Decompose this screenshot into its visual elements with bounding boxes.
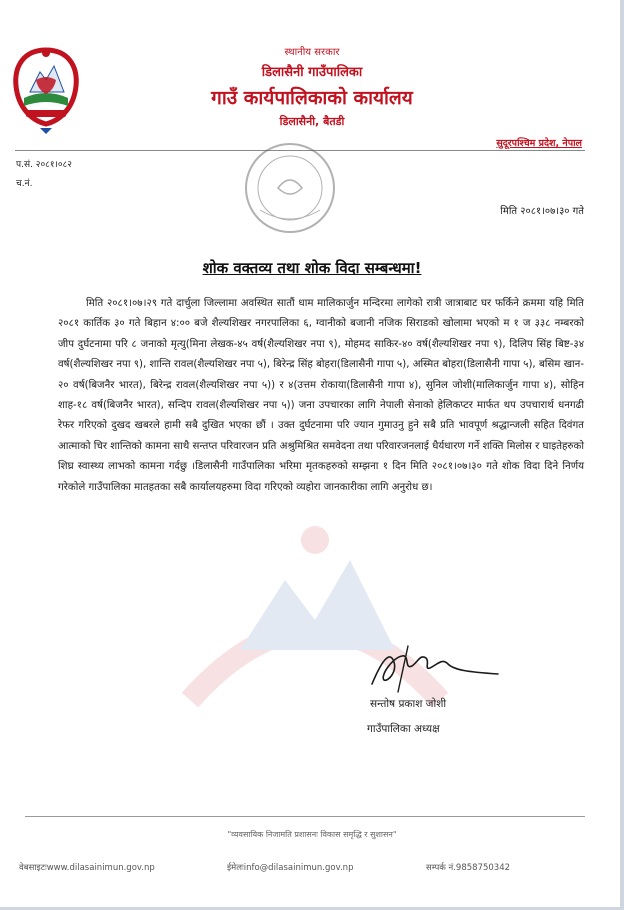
body-paragraph: मिति २०८१।०७।२९ गते दार्चुला जिल्लामा अवस्थित सातौं धाम मालिकार्जुन मन्दिरमा लागेको रात्री जात्राबाट घर फर्किने क्रममा यहि मिति २०८१ कार्तिक ३० गते बिहान ४:०० बजे शैल्यशिखर नगरपालिका ६, ग्वानीको बजानी नजिक सिराडको खोलामा भएको म १ ज ३३८ नम्बरको जीप दुर्घटनामा परि ८ जनाको मृत्यु(मिना लेखक-४५ वर्ष(शैल्यशिखर नपा ९), मोहमद साकिर-४० वर्ष(शैल्यशिखर नपा ९), दिलिप सिंह बिष्ट-३४ वर्ष(शैल्यशिखर नपा ९), शान्ति रावल(शैल्यशिखर नपा ५), बिरेन्द्र सिंह बोहरा(डिलासैनी गापा ५), अस्मित बोहरा(डिलासैनी गापा ५), बसिम खान- २० वर्ष(बिजनैर भारत), बिरेन्द्र रावल(शैल्यशिखर नपा ५)) र ४(उत्तम रोकाया(डिलासैनी गापा ४), सुनिल जोशी(मालिकार्जुन गापा ४), सोहिन शाह-१८ वर्ष(बिजनैर भारत), सन्दिप रावल(शैल्यशिखर नपा ५)) जना उपचारका लागि नेपाली सेनाको हेलिकप्टर मार्फत थप उपचारार्थ धनगढी रेफर गरिएको दुखद खबरले हामी सबै दुखित भएका छौं । उक्त दुर्घटनामा परि ज्यान गुमाउनु हुने सबै प्रति भावपूर्ण श्रद्धान्जली सहित दिवंगत आत्माको चिर शान्तिको कामना साथै सन्तप्त परिवारजन प्रति अश्रुमिश्रित समवेदना तथा परिवारजनलाई धैर्यधारण गर्ने शक्ति मिलोस र घाइतेहरुको शिघ्र स्वास्थ्य लाभको कामना गर्दछु ।डिलासैनी गाउँपालिका भरिमा मृतकहरुको सम्झना १ दिन मिति २०८१।०७।३० गते शोक विदा दिने निर्णय गरेकोले गाउँपालिका मातहतका सबै कार्यालयहरुमा विदा गरिएको व्यहोरा जानकारीका लागि अनुरोध छ। [58,298,584,493]
signatory-title: गाउँपालिका अध्यक्ष [367,723,440,735]
office-stamp-icon [240,138,340,238]
province-label: सुदूरपश्चिम प्रदेश, नेपाल [496,138,582,149]
letter-subject: शोक वक्तव्य तथा शोक विदा सम्बन्धमा! [202,259,422,277]
letter-date: मिति २०८१।०७।३० गते [500,206,584,217]
office-name: गाउँ कार्यपालिकाको कार्यालय [211,87,413,109]
page-edge-right [620,0,624,910]
letter-body [58,294,584,498]
footer-divider [25,816,585,817]
footer-phone: सम्पर्क नं.9858750342 [426,863,511,873]
dispatch-number: च.नं. [16,179,33,189]
government-label: स्थानीय सरकार [284,47,340,58]
footer-slogan: "व्यवसायिक निजामति प्रशासनः विकास समृद्धि र सुशासन" [227,830,397,839]
signatory-name: सन्तोष प्रकाश जोशी [370,698,447,710]
footer-email: ईमेलःinfo@dilasainimun.gov.np [227,863,354,873]
footer-website: वेबसाइटःwww.dilasainimun.gov.np [19,863,155,873]
municipality-name: डिलासैनी गाउँपालिका [261,65,363,80]
signature-icon [368,640,504,698]
fiscal-year-reference: प.सं. २०८१।०८२ [16,160,72,170]
office-location: डिलासैनी, बैतडी [279,115,345,128]
